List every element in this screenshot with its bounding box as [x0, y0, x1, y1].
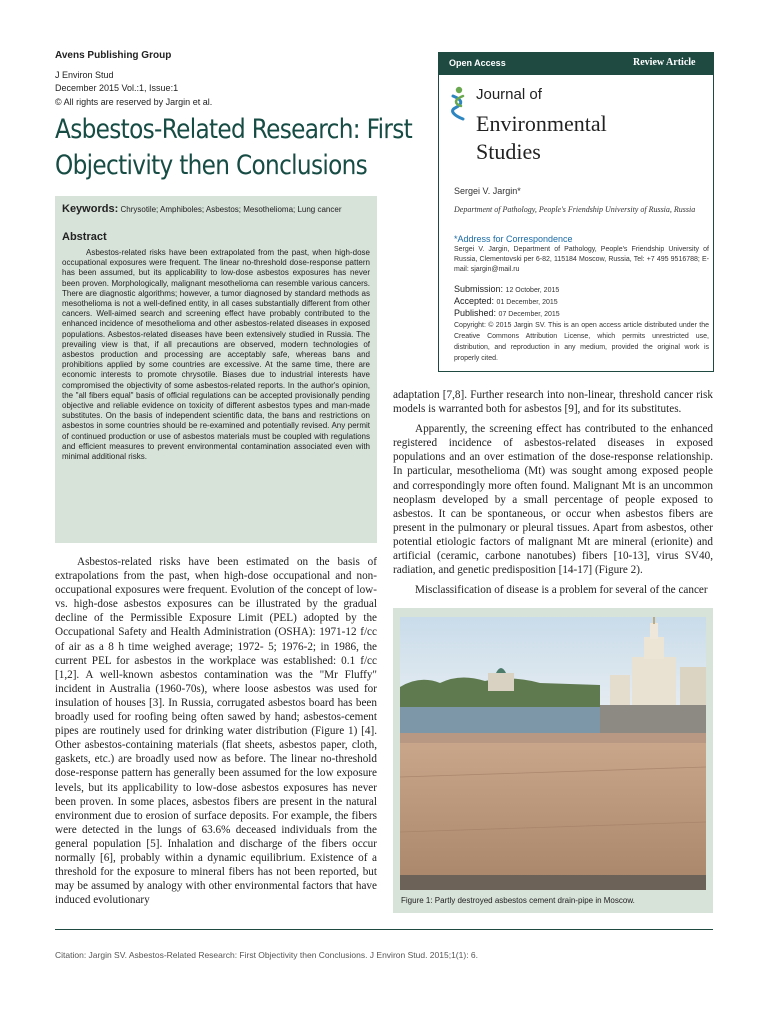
author-name: Sergei V. Jargin* — [454, 186, 521, 196]
correspondence-address: Sergei V. Jargin, Department of Pathology, People's Friendship University of Russia, Clementovski per 6-82, 115184 Moscow, Russia, Tel: +7 495 9516788; E-mail: sjargin@mail.ru — [454, 246, 709, 273]
address-heading: *Address for Correspondence — [454, 234, 573, 244]
journal-name — [476, 110, 607, 166]
footer-divider — [55, 929, 713, 930]
journal-logo-icon — [449, 86, 469, 122]
rights-notice: © All rights are reserved by Jargin et al. — [55, 97, 213, 107]
published-label: Published: — [454, 308, 497, 318]
body-paragraph: Asbestos-related risks have been estimated on the basis of extrapolations from the past, when high-dose occupational and non-occupational exposures were frequent. Evolution of the concept of low- vs. high-dose asbestos exposures can be illustrated by the gradual decline of the Permissible Exposure Limit (PEL) adopted by the Occupational Safety and Health Administration (OSHA): 1971-12 f/cc of air as a 8 h time weighed average; 1972- 5; 1976-2; in 1986, the current PEL for asbestos in the workplace was established: 0.1 f/cc [1,2]. A well-known asbestos contamination was the "Mr Fluffy" incident in Australia (1960-70s), where loose asbestos was used for insulation of houses [3]. In Russia, corrugated asbestos board has been broadly used for roofing being often sawed by hand; asbestos-cement pipes are routinely used for drinking water distribution (Figure 1) [4]. Other asbestos-containing materials (flat sheets, asbestos paper, cloth, gaskets, etc.) are broadly used now as before. The linear no-threshold dose-response pattern has generally been assumed for the low exposure levels, but its applicability to low-dose asbestos exposures has never been proven. In some places, asbestos fibers are present in the natural environment due to erosion of surface deposits. For example, the fibers were detected in the lungs of 63.6% deceased individuals from the general population [5]. Inhalation and discharge of the fibers occur normally [6], probably within a dynamic equilibrium. Existence of a threshold for the exposure to mineral fibers has not been reported, but may be assumed by analogy with other environmental factors that have induced evolutionary — [55, 556, 377, 907]
publisher-name: Avens Publishing Group — [55, 50, 172, 61]
citation-line: Citation: Jargin SV. Asbestos-Related Research: First Objectivity then Conclusions. J Environ Stud. 2015;1(1): 6. — [55, 950, 479, 960]
keywords — [62, 203, 372, 215]
copyright-notice: Copyright: © 2015 Jargin SV. This is an open access article distributed under the Creative Commons Attribution License, which permits unrestricted use, distribution, and reproduction in any medium, provided the original work is properly cited. — [454, 322, 709, 362]
title-line-1: Asbestos-Related Research: First — [55, 114, 413, 145]
body-paragraph: Apparently, the screening effect has contributed to the enhanced registered incidence of asbestos-related diseases in exposed populations and an over estimation of the dose-response relationship. In particular, mesothelioma (Mt) was sought among exposed people and correspondingly more often found. Malignant Mt is an uncommon neoplasm developed by a small percentage of people exposed to asbestos. It can be spontaneous, or occur when asbestos fibers are present in the pulmonary or pleural tissues. Apart from asbestos, other potential etiologic factors of malignant Mt are mineral (erionite) and artificial (ceramic, carbone nanotubes) fibers [10-13], virus SV40, radiation, and genetic predisposition [14-17] (Figure 2). — [393, 423, 713, 577]
journal-abbrev: J Environ Stud — [55, 70, 114, 80]
article-type-label: Review Article — [633, 57, 696, 68]
submission-label: Submission: — [454, 284, 504, 294]
author-department: Department of Pathology, People's Friendship University of Russia, Russia — [454, 205, 696, 214]
accepted-date: 01 December, 2015 — [496, 299, 558, 306]
journal-name-line-2: Studies — [476, 139, 541, 164]
abstract-text: Asbestos-related risks have been extrapolated from the past, when high-dose occupational exposures were frequent. The linear no-threshold dose-response pattern has been assumed, but its applicability to low-dose asbestos exposures has never been proven. Morphologically, malignant mesothelioma can resemble various cancers. There are diagnostic algorithms; however, a tumor diagnosed by standard methods as mesothelioma is not a well-defined entity, in all cases substantially different from other cancers. Well-aimed search and screening effect have probably contributed to the enhanced incidence of mesothelioma and other asbestos-related diseases in exposed populations. Asbestos-related diseases have been extensively studied in Russia. The prevailing view is that, if all precautions are observed, modern technologies of asbestos production and processing are acceptably safe, whereas bans and prohibitions applied by some countries are excessive. At the same time, there are economic interests to promote chrysotile. Biases due to industrial interests have compromised the objectivity of some asbestos-related reports. In the author's opinion, the "all fibers equal" basis of official regulations can be accepted provisionally pending objective and reliable evidence on toxicity of different asbestos types and man-made substitutes. On the basis of independent scientific data, the bans and restrictions on asbestos in some countries should be re-examined and potentially revised. Any permit of continued production or use of asbestos materials must be coupled with regulations and efficient measures to prevent environmental contamination associated even with minimal additional risks. — [62, 248, 370, 462]
submission-date: 12 October, 2015 — [505, 287, 560, 294]
article-title — [55, 112, 433, 184]
title-line-2: Objectivity then Conclusions — [55, 150, 368, 181]
issue-info: December 2015 Vol.:1, Issue:1 — [55, 83, 179, 93]
published-date: 07 December, 2015 — [498, 311, 560, 318]
body-left-column — [55, 555, 377, 907]
abstract-heading: Abstract — [62, 231, 107, 243]
accepted-label: Accepted: — [454, 296, 495, 306]
figure-photo — [400, 617, 706, 890]
body-paragraph: Misclassification of disease is a problem for several of the cancer — [415, 584, 708, 597]
keywords-label: Keywords: — [62, 203, 119, 215]
body-paragraph: adaptation [7,8]. Further research into non-linear, threshold cancer risk models is warranted both for asbestos [9], and for its substitutes. — [393, 389, 713, 416]
figure-caption: Figure 1: Partly destroyed asbestos cement drain-pipe in Moscow. — [401, 896, 635, 905]
article-dates — [454, 284, 560, 320]
moscow-riverbank-photo — [400, 617, 706, 890]
journal-of-text: Journal of — [476, 86, 542, 103]
body-right-column — [393, 388, 713, 597]
journal-name-line-1: Environmental — [476, 111, 607, 136]
keywords-list: Chrysotile; Amphiboles; Asbestos; Mesothelioma; Lung cancer — [120, 205, 342, 214]
open-access-label: Open Access — [449, 58, 506, 68]
